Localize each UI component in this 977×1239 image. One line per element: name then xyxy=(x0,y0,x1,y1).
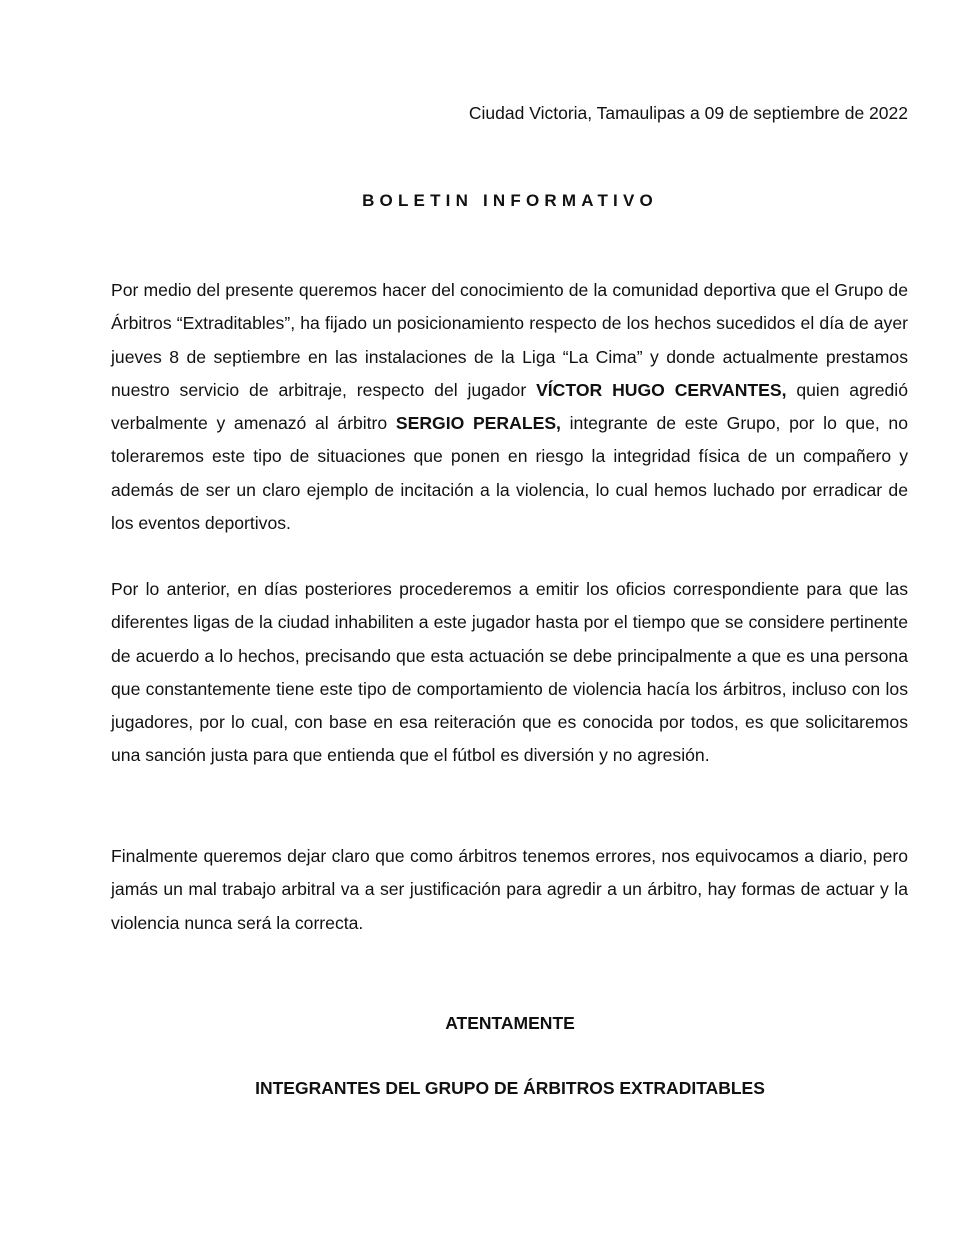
paragraph-3: Finalmente queremos dejar claro que como árbitros tenemos errores, nos equivocamos a diario, pero jamás un mal trabajo arbitral va a ser justificación para agredir a un árbitro, hay formas de actuar y la violencia nunca será la correcta. xyxy=(111,846,908,933)
document-title: BOLETIN INFORMATIVO xyxy=(362,191,658,210)
closing-salutation: ATENTAMENTE xyxy=(445,1013,575,1033)
paragraph-1 xyxy=(111,274,908,540)
player-name: VÍCTOR HUGO CERVANTES, xyxy=(536,379,787,400)
paragraph-1-text-c: integrante de este Grupo, por lo que, no toleraremos este tipo de situaciones que ponen en riesgo la integridad física de un compañero y además de ser un claro ejemplo de incitación a la violencia, lo cual hemos luchado por erradicar de los eventos deportivos. xyxy=(111,413,909,534)
referee-name: SERGIO PERALES, xyxy=(395,413,561,434)
paragraph-1-text-b: quien agredió verbalmente y amenazó al árbitro xyxy=(111,379,908,434)
paragraph-1-text-a: Por medio del presente queremos hacer del conocimiento de la comunidad deportiva que el Grupo de Árbitros “Extraditables”, ha fijado un posicionamiento respecto de los hechos sucedidos el día de ayer jueves 8 de septiembre en las instalaciones de la Liga “La Cima” y donde actualmente prestamos nuestro servicio de arbitraje, respecto del jugador xyxy=(111,280,908,400)
paragraph-2: Por lo anterior, en días posteriores procederemos a emitir los oficios correspondiente para que las diferentes ligas de la ciudad inhabiliten a este jugador hasta por el tiempo que se considere pertinente de acuerdo a lo hechos, precisando que esta actuación se debe principalmente a que es una persona que constantemente tiene este tipo de comportamiento de violencia hacía los árbitros, incluso con los jugadores, por lo cual, con base en esa reiteración que es conocida por todos, es que solicitaremos una sanción justa para que entienda que el fútbol es diversión y no agresión. xyxy=(111,579,908,766)
date-line: Ciudad Victoria, Tamaulipas a 09 de septiembre de 2022 xyxy=(468,103,908,123)
signature-line: INTEGRANTES DEL GRUPO DE ÁRBITROS EXTRADITABLES xyxy=(255,1078,765,1098)
